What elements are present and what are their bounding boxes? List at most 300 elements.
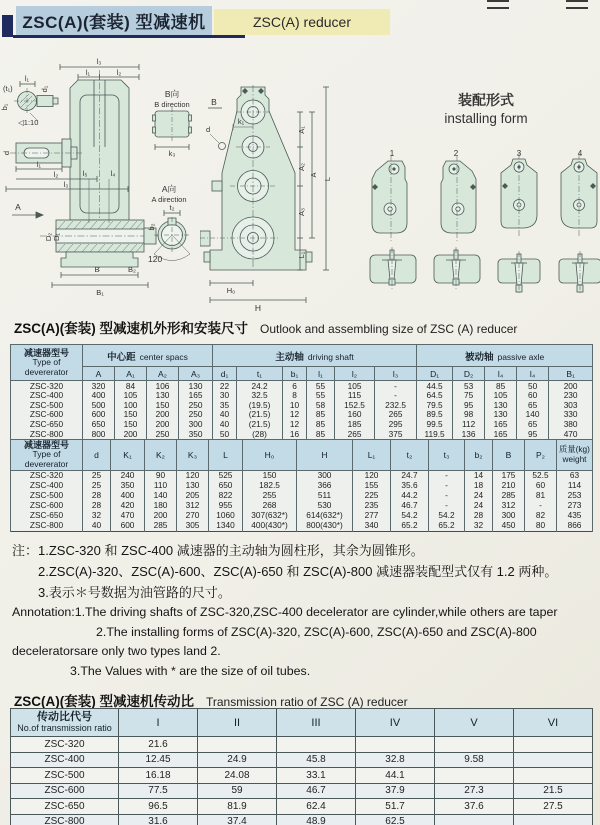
dim-label: A₃: [297, 207, 306, 217]
title-underline: [13, 35, 245, 38]
table-cell: 16: [283, 429, 307, 439]
table-cell: 140: [517, 410, 549, 420]
table-cell: 95: [517, 429, 549, 439]
a-direction-label-en: A direction: [151, 195, 187, 204]
table-cell: ZSC-400: [11, 752, 119, 768]
note-en-3: deceleratorsare only two types land 2.: [12, 644, 221, 658]
table-cell: 27.5: [514, 799, 593, 815]
table-cell: 150: [243, 470, 297, 481]
dim-label: b₁: [0, 103, 9, 111]
dim-label: D₂: [44, 232, 53, 242]
table-cell: 37.9: [356, 783, 435, 799]
table-cell: 12: [283, 410, 307, 420]
front-view-drawing: [200, 55, 360, 315]
ratio-col-IV: IV: [356, 709, 435, 737]
table-cell: 90: [145, 470, 177, 481]
b-direction-label-cn: B向: [164, 89, 180, 99]
table-cell: 114: [557, 481, 593, 491]
table-cell: 340: [353, 521, 391, 532]
col-header: A₃: [179, 367, 213, 381]
table-cell: 530: [297, 501, 353, 511]
table-cell: 55: [307, 381, 335, 391]
table-cell: ZSC-320: [11, 470, 83, 481]
table-cell: 200: [145, 511, 177, 521]
table-row: [11, 391, 593, 401]
table-cell: 380: [549, 419, 593, 429]
table-cell: 250: [147, 429, 179, 439]
table-cell: 62.4: [277, 799, 356, 815]
table-cell: 470: [549, 429, 593, 439]
ratio-col-III: III: [277, 709, 356, 737]
table-cell: 375: [375, 429, 417, 439]
note-en-4: 3.The Values with * are the size of oil tubes.: [70, 663, 311, 678]
notes-block: [12, 540, 594, 681]
table-cell: 185: [335, 419, 375, 429]
dimension-table-lower-body: [11, 470, 593, 531]
table-cell: 435: [557, 511, 593, 521]
dim-label: l₅: [82, 169, 88, 178]
table-cell: 81.9: [198, 799, 277, 815]
table-cell: 307(632*): [243, 511, 297, 521]
table-cell: 28: [465, 511, 493, 521]
table-cell: 366: [297, 481, 353, 491]
model-header-en2: devererator: [24, 366, 69, 377]
table-cell: 305: [177, 521, 209, 532]
table-cell: 295: [375, 419, 417, 429]
table-cell: 285: [145, 521, 177, 532]
page-subtitle: ZSC(A) reducer: [252, 14, 352, 30]
table-cell: 84: [115, 381, 147, 391]
table-cell: (21.5): [237, 419, 283, 429]
table-cell: 8: [283, 391, 307, 401]
model-column-header: [11, 345, 83, 381]
dim-label: d: [206, 125, 211, 134]
table-cell: 800(430*): [297, 521, 353, 532]
table-cell: 115: [335, 391, 375, 401]
table-cell: 77.5: [119, 783, 198, 799]
col-header: t₃: [429, 439, 465, 470]
table-row: [11, 481, 593, 491]
table-row: [11, 737, 593, 753]
table-cell: 64.5: [417, 391, 453, 401]
col-header: b₁: [283, 367, 307, 381]
col-header: l₂: [335, 367, 375, 381]
note-cn-2: 2.ZSC(A)-320、ZSC(A)-600、ZSC(A)-650 和 ZSC(A)-800 减速器装配型式仅有 1.2 两种。: [38, 564, 558, 579]
table-cell: 265: [375, 410, 417, 420]
table-cell: -: [429, 470, 465, 481]
dim-label: H₀: [226, 286, 236, 295]
col-header: D₁: [417, 367, 453, 381]
table-cell: 182.5: [243, 481, 297, 491]
table-cell: ZSC-500: [11, 768, 119, 784]
table-cell: 55: [307, 391, 335, 401]
table-cell: 400(430*): [243, 521, 297, 532]
model-column-header: [11, 439, 83, 470]
table-cell: 80: [525, 521, 557, 532]
model-header-en2: devererator: [24, 458, 69, 469]
model-header-en1: Type of: [32, 448, 61, 459]
table-cell: 85: [307, 429, 335, 439]
table-cell: 32.8: [356, 752, 435, 768]
dim-label: B₂: [128, 265, 136, 274]
table-cell: 320: [83, 381, 115, 391]
ratio-col-V: V: [435, 709, 514, 737]
table-row: [11, 410, 593, 420]
dimension-table-upper-body: [11, 381, 593, 440]
table-cell: ZSC-650: [11, 419, 83, 429]
table-cell: 63: [557, 470, 593, 481]
table-row: [11, 783, 593, 799]
passive-axle-group-header: 被动轴 passive axle: [417, 345, 593, 367]
table-cell: 312: [493, 501, 525, 511]
dim-label: k₃: [168, 149, 176, 158]
table-cell: ZSC-600: [11, 410, 83, 420]
col-header: A₂: [147, 367, 179, 381]
col-header: K₂: [145, 439, 177, 470]
col-header: H: [297, 439, 353, 470]
table-cell: 105: [335, 381, 375, 391]
dim-label: k₁: [237, 117, 245, 126]
table-cell: 79.5: [417, 400, 453, 410]
table-cell: 119.5: [417, 429, 453, 439]
table-cell: 110: [145, 481, 177, 491]
driving-shaft-group-header: 主动轴 driving shaft: [213, 345, 417, 367]
col-header: d₁: [213, 367, 237, 381]
table-row: [11, 768, 593, 784]
col-header: K₁: [111, 439, 145, 470]
table-cell: 59: [198, 783, 277, 799]
table-cell: 85: [485, 381, 517, 391]
angle-label: 120: [148, 254, 163, 264]
table-cell: 85: [307, 419, 335, 429]
table-cell: ZSC-800: [11, 521, 83, 532]
model-header-cn: 减速器型号: [23, 439, 69, 450]
dim-label: A₂: [297, 163, 306, 171]
table-cell: 112: [453, 419, 485, 429]
b-direction-label-en: B direction: [154, 100, 190, 109]
table-cell: 28: [83, 501, 111, 511]
table-cell: 268: [243, 501, 297, 511]
table-row: [11, 491, 593, 501]
dim-label: l₁: [24, 74, 30, 83]
table-cell: 270: [177, 511, 209, 521]
table-cell: 24.7: [391, 470, 429, 481]
side-view-drawing: [0, 55, 200, 315]
dim-label: H: [254, 303, 262, 313]
form-shapes: [370, 153, 600, 295]
col-header: t₁: [237, 367, 283, 381]
ratio-table-wrap: [10, 708, 592, 825]
taper-label: ◁1:10: [18, 118, 39, 127]
table-cell: 450: [493, 521, 525, 532]
dim-label: d: [2, 150, 11, 156]
table-cell: 165: [179, 391, 213, 401]
col-header: D₂: [453, 367, 485, 381]
table-row: [11, 501, 593, 511]
col-header: t₂: [391, 439, 429, 470]
col-header: H₀: [243, 439, 297, 470]
dim-label: L₁: [297, 251, 306, 259]
ratio-table-body: [11, 737, 593, 825]
size-title-en: Outlook and assembling size of ZSC (A) reducer: [259, 322, 518, 336]
table-cell: 120: [177, 470, 209, 481]
table-cell: 30: [213, 391, 237, 401]
table-cell: 120: [353, 470, 391, 481]
table-cell: 82: [525, 511, 557, 521]
table-cell: 32: [465, 521, 493, 532]
col-header: l₄: [517, 367, 549, 381]
table-cell: 165: [485, 419, 517, 429]
table-cell: [356, 737, 435, 753]
table-cell: 400: [83, 391, 115, 401]
dimension-table-upper: [10, 344, 593, 440]
col-header: P₂: [525, 439, 557, 470]
dim-label: b₂: [147, 223, 156, 231]
table-cell: 285: [493, 491, 525, 501]
dim-label: l₃: [96, 57, 102, 66]
col-header: K₃: [177, 439, 209, 470]
table-cell: 205: [177, 491, 209, 501]
table-row: [11, 511, 593, 521]
table-cell: 89.5: [417, 410, 453, 420]
table-cell: 152.5: [335, 400, 375, 410]
table-cell: 420: [111, 501, 145, 511]
dim-label: B₁: [96, 288, 104, 297]
table-cell: ZSC-320: [11, 381, 83, 391]
table-cell: 65.2: [429, 521, 465, 532]
table-cell: 1340: [209, 521, 243, 532]
table-cell: 25: [83, 470, 111, 481]
table-cell: -: [429, 501, 465, 511]
dim-label: l₂: [53, 170, 59, 179]
table-row: [11, 814, 593, 825]
table-cell: 95: [453, 400, 485, 410]
table-cell: 60: [525, 481, 557, 491]
table-cell: 866: [557, 521, 593, 532]
table-cell: 10: [283, 400, 307, 410]
table-cell: 600: [111, 521, 145, 532]
table-cell: ZSC-400: [11, 391, 83, 401]
table-cell: -: [429, 491, 465, 501]
table-cell: 9.58: [435, 752, 514, 768]
table-cell: ZSC-800: [11, 814, 119, 825]
table-row: [11, 381, 593, 391]
table-cell: ZSC-500: [11, 491, 83, 501]
table-cell: 822: [209, 491, 243, 501]
table-cell: 21.5: [514, 783, 593, 799]
installing-forms-panel: [358, 55, 600, 315]
form-number-3: 3: [516, 149, 522, 158]
table-cell: 54.2: [429, 511, 465, 521]
ratio-col-II: II: [198, 709, 277, 737]
table-cell: 100: [115, 400, 147, 410]
table-cell: 255: [243, 491, 297, 501]
dim-label: D₁: [52, 233, 61, 241]
table-cell: (21.5): [237, 410, 283, 420]
table-cell: 22: [213, 381, 237, 391]
table-cell: 24: [465, 501, 493, 511]
scan-registration-mark: [566, 0, 588, 9]
table-cell: 31.6: [119, 814, 198, 825]
table-cell: 98: [453, 410, 485, 420]
table-cell: 75: [453, 391, 485, 401]
table-cell: 24: [465, 491, 493, 501]
size-title-cn: ZSC(A)(套装) 型减速机外形和安装尺寸: [14, 321, 248, 336]
table-cell: [277, 737, 356, 753]
table-cell: 45.8: [277, 752, 356, 768]
dim-label: A₁: [297, 126, 306, 134]
col-header: L: [209, 439, 243, 470]
ratio-title-en: Transmission ratio of ZSC (A) reducer: [205, 695, 408, 709]
dim-label: l₂: [116, 68, 122, 77]
table-cell: 140: [145, 491, 177, 501]
table-cell: 155: [353, 481, 391, 491]
table-cell: 525: [209, 470, 243, 481]
table-cell: 200: [147, 410, 179, 420]
table-cell: 130: [179, 381, 213, 391]
table-cell: 130: [147, 391, 179, 401]
table-cell: [514, 768, 593, 784]
table-cell: 277: [353, 511, 391, 521]
table-cell: 265: [335, 429, 375, 439]
table-cell: 130: [177, 481, 209, 491]
table-cell: 250: [179, 400, 213, 410]
header-accent-bar: [2, 15, 13, 37]
weight-column-header: 质量(kg) weight: [557, 439, 593, 470]
table-cell: 27.3: [435, 783, 514, 799]
table-cell: 130: [485, 410, 517, 420]
table-cell: ZSC-400: [11, 481, 83, 491]
col-header: l₃: [375, 367, 417, 381]
ratio-header-cell: 传动比代号 No.of transmission ratio: [11, 709, 119, 737]
col-header: L₁: [353, 439, 391, 470]
table-cell: 230: [549, 391, 593, 401]
table-cell: 85: [307, 410, 335, 420]
table-cell: 165: [485, 429, 517, 439]
table-cell: ZSC-600: [11, 501, 83, 511]
table-cell: 210: [493, 481, 525, 491]
table-cell: 37.4: [198, 814, 277, 825]
table-cell: -: [375, 381, 417, 391]
page-title: ZSC(A)(套装) 型减速机: [22, 13, 206, 32]
note-en-2: 2.The installing forms of ZSC(A)-320, ZSC(A)-600, ZSC(A)-650 and ZSC(A)-800: [96, 624, 537, 639]
table-cell: 32: [83, 511, 111, 521]
table-cell: 300: [297, 470, 353, 481]
table-cell: 53: [453, 381, 485, 391]
col-header: B₁: [549, 367, 593, 381]
table-cell: 48.9: [277, 814, 356, 825]
table-cell: 500: [83, 400, 115, 410]
table-cell: 800: [83, 429, 115, 439]
view-arrow-label: B: [211, 97, 217, 107]
col-header: d: [83, 439, 111, 470]
table-cell: 130: [485, 400, 517, 410]
dimension-tables: [10, 344, 592, 532]
model-header-cn: 减速器型号: [23, 347, 69, 358]
table-cell: 330: [549, 410, 593, 420]
table-cell: 44.2: [391, 491, 429, 501]
col-header: B: [493, 439, 525, 470]
table-cell: 65: [517, 400, 549, 410]
table-cell: 18: [465, 481, 493, 491]
table-row: [11, 521, 593, 532]
table-cell: -: [429, 481, 465, 491]
dim-label: A: [309, 172, 318, 178]
dim-label: t₂: [169, 203, 175, 212]
table-cell: 65: [517, 419, 549, 429]
table-cell: 37.6: [435, 799, 514, 815]
table-cell: 24.2: [237, 381, 283, 391]
table-cell: 300: [493, 511, 525, 521]
dim-label: (t₁): [3, 84, 13, 93]
table-cell: 25: [83, 481, 111, 491]
page-title-box: [16, 6, 212, 35]
table-cell: 46.7: [277, 783, 356, 799]
table-cell: ZSC-650: [11, 511, 83, 521]
table-cell: 175: [493, 470, 525, 481]
installing-form-title-en: installing form: [444, 111, 528, 126]
table-row: [11, 799, 593, 815]
table-cell: 180: [145, 501, 177, 511]
ratio-col-I: I: [119, 709, 198, 737]
table-cell: 160: [335, 410, 375, 420]
table-cell: 52.5: [525, 470, 557, 481]
table-cell: 62.5: [356, 814, 435, 825]
table-cell: 235: [353, 501, 391, 511]
table-cell: 44.5: [417, 381, 453, 391]
table-cell: 300: [179, 419, 213, 429]
table-cell: [514, 737, 593, 753]
ratio-col-VI: VI: [514, 709, 593, 737]
table-cell: 150: [147, 400, 179, 410]
table-cell: (28): [237, 429, 283, 439]
table-cell: [435, 737, 514, 753]
table-cell: 312: [177, 501, 209, 511]
table-cell: 81: [525, 491, 557, 501]
scan-registration-mark: [487, 0, 509, 9]
table-cell: 150: [115, 419, 147, 429]
form-number-1: 1: [389, 149, 395, 158]
table-cell: 24.08: [198, 768, 277, 784]
table-cell: 303: [549, 400, 593, 410]
a-direction-label-cn: A向: [161, 184, 177, 194]
table-cell: 40: [213, 419, 237, 429]
table-cell: 273: [557, 501, 593, 511]
table-cell: 150: [115, 410, 147, 420]
table-cell: 650: [209, 481, 243, 491]
transmission-ratio-table: [10, 708, 593, 825]
table-cell: 12: [283, 419, 307, 429]
dimension-table-lower: [10, 439, 593, 532]
table-cell: 250: [179, 410, 213, 420]
table-cell: (19.5): [237, 400, 283, 410]
dim-label: l₃: [63, 180, 69, 189]
table-cell: 200: [549, 381, 593, 391]
table-cell: 35: [213, 400, 237, 410]
table-cell: -: [525, 501, 557, 511]
center-distance-group-header: 中心距 center spacs: [83, 345, 213, 367]
dim-label: d₁: [40, 85, 49, 93]
table-cell: 6: [283, 381, 307, 391]
table-cell: ZSC-800: [11, 429, 83, 439]
table-cell: 106: [147, 381, 179, 391]
col-header: A₁: [115, 367, 147, 381]
model-header-en1: Type of: [32, 356, 61, 367]
table-cell: 12.45: [119, 752, 198, 768]
table-cell: 105: [485, 391, 517, 401]
table-cell: 40: [213, 410, 237, 420]
table-cell: 99.5: [417, 419, 453, 429]
